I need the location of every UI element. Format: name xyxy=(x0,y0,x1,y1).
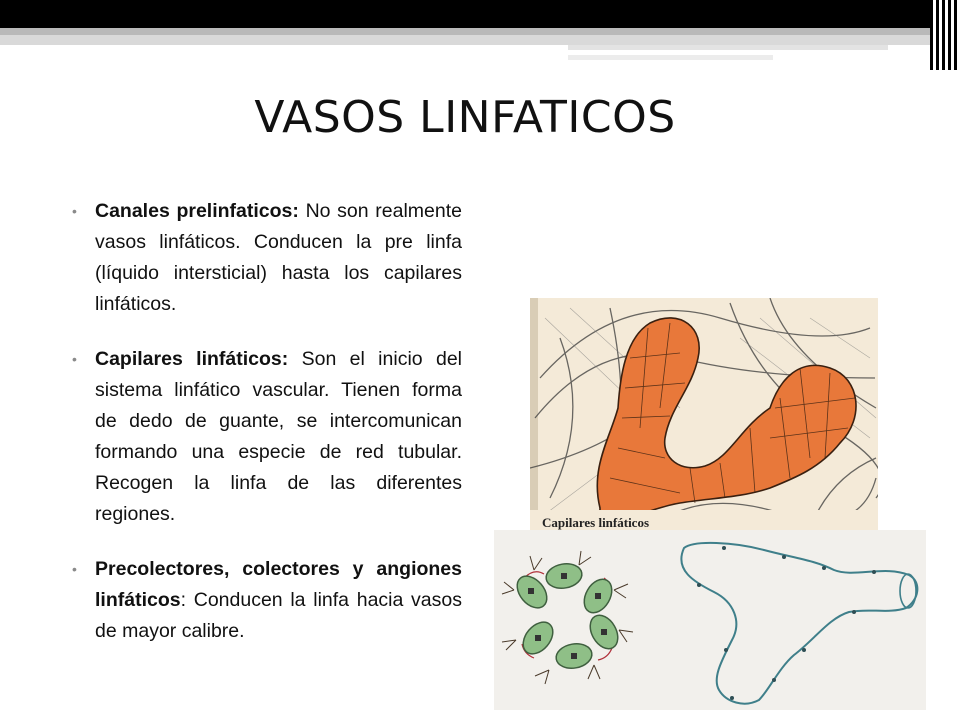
slide-title: VASOS LINFATICOS xyxy=(254,92,676,143)
lymphatic-vessel-drawings xyxy=(494,530,926,710)
band-vertical-stripes xyxy=(930,0,960,70)
bullet-term: Precolectores, colectores y angiones linfáticos xyxy=(95,558,462,611)
band-light-grey-bar xyxy=(0,35,930,45)
lymphatic-capillaries-illustration xyxy=(530,298,878,534)
top-decorative-band xyxy=(0,0,960,70)
bullet-list xyxy=(72,196,462,671)
bullet-item-capilares xyxy=(72,344,462,530)
bullet-text: No son realmente vasos linfáticos. Conducen la pre linfa (líquido intersticial) hasta los capilares linfáticos. xyxy=(95,200,462,315)
band-accent-line-short xyxy=(568,55,773,60)
bullet-dot-icon: • xyxy=(72,203,77,219)
bullet-dot-icon: • xyxy=(72,561,77,577)
bullet-term: Capilares linfáticos: xyxy=(95,348,289,370)
bullet-text: Son el inicio del sistema linfático vascular. Tienen forma de dedo de guante, se intercomunican formando una especie de red tubular. Recogen la linfa de las diferentes regiones. xyxy=(95,348,462,525)
band-grey-bar xyxy=(0,28,930,35)
bullet-text: : Conducen la linfa hacia vasos de mayor calibre. xyxy=(95,589,462,642)
figure-caption: Capilares linfáticos xyxy=(542,515,650,530)
bullet-term: Canales prelinfaticos: xyxy=(95,200,299,222)
bullet-dot-icon: • xyxy=(72,351,77,367)
band-accent-line xyxy=(568,45,888,50)
bullet-item-prelinfaticos xyxy=(72,196,462,320)
bullet-item-colectores xyxy=(72,554,462,647)
band-black-bar xyxy=(0,0,930,28)
